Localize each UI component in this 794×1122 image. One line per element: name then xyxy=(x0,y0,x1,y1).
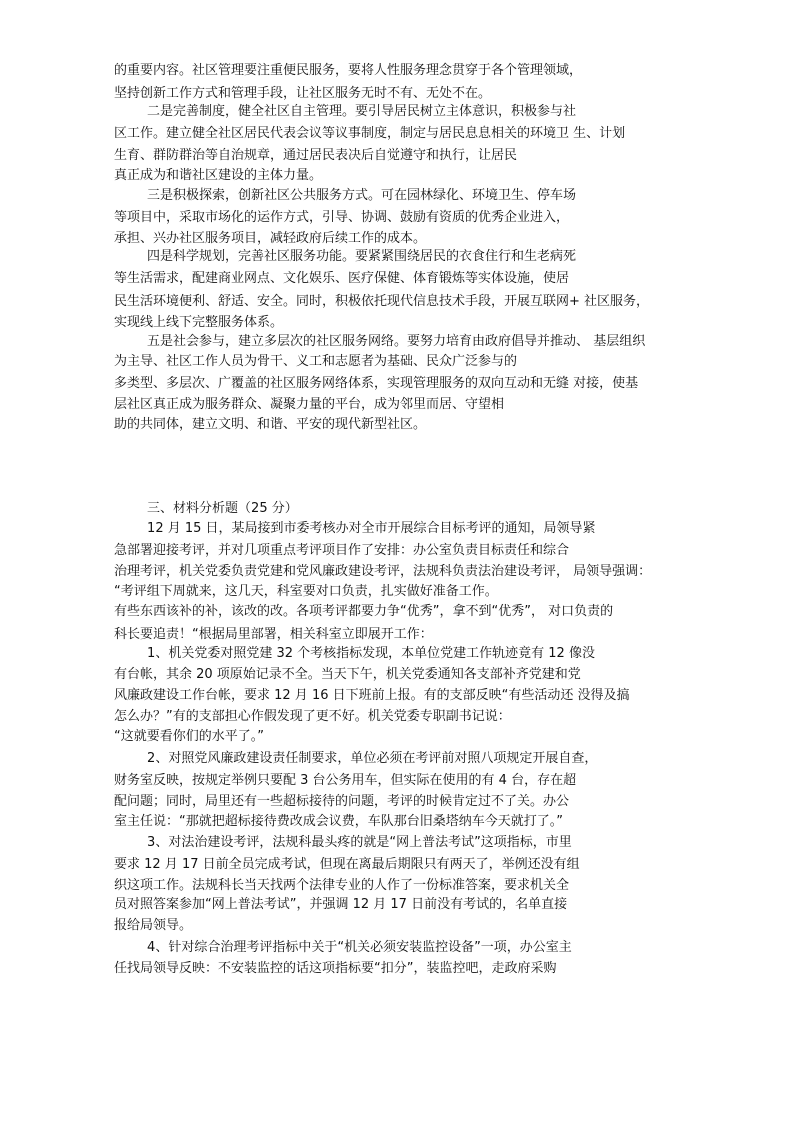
paragraph-line: 五是社会参与，建立多层次的社区服务网络。要努力培育由政府倡导并推动、 基层组织 xyxy=(114,334,646,349)
paragraph-line: 员对照答案参加“网上普法考试”，并强调 12 月 17 日前没有考试的，名单直接 xyxy=(114,897,568,912)
paragraph-line: 承担、兴办社区服务项目，减轻政府后续工作的成本。 xyxy=(114,231,427,246)
paragraph-line: “这就要看你们的水平了。” xyxy=(114,729,264,744)
paragraph-line: 报给局领导。 xyxy=(114,918,193,933)
paragraph-line: 3、对法治建设考评，法规科最头疼的就是“网上普法考试”这项指标，市里 xyxy=(114,835,572,850)
paragraph-line: 1、机关党委对照党建 32 个考核指标发现，本单位党建工作轨迹竟有 12 像没 xyxy=(114,646,595,661)
paragraph-line: 真正成为和谐社区建设的主体力量。 xyxy=(114,168,323,183)
paragraph-line: 实现线上线下完整服务体系。 xyxy=(114,315,284,330)
paragraph-line: 四是科学规划，完善社区服务功能。要紧紧围绕居民的衣食住行和生老病死 xyxy=(114,249,577,264)
paragraph-line: 有些东西该补的补，该改的改。各项考评都要力争“优秀”，拿不到“优秀”， 对口负责的 xyxy=(114,604,614,619)
paragraph-line: 生育、群防群治等自治规章，通过居民表决后自觉遵守和执行，让居民 xyxy=(114,148,518,163)
paragraph-line: 织这项工作。法规科长当天找两个法律专业的人作了一份标准答案，要求机关全 xyxy=(114,878,570,893)
paragraph-line: 民生活环境便利、舒适、安全。同时，积极依托现代信息技术手段，开展互联网+ 社区服务， xyxy=(114,294,650,309)
paragraph-line: 为主导、社区工作人员为骨干、义工和志愿者为基础、民众广泛参与的 xyxy=(114,354,518,369)
paragraph-line: 配问题；同时，局里还有一些超标接待的问题，考评的时候肯定过不了关。办公 xyxy=(114,794,570,809)
paragraph-line: 的重要内容。社区管理要注重便民服务，要将人性服务理念贯穿于各个管理领域， xyxy=(114,63,583,78)
paragraph-line: 治理考评，机关党委负责党建和党风廉政建设考评，法规科负责法治建设考评， 局领导强调： xyxy=(114,564,652,579)
paragraph-line: 坚持创新工作方式和管理手段，让社区服务无时不有、无处不在。 xyxy=(114,86,492,101)
paragraph-line: 12 月 15 日，某局接到市委考核办对全市开展综合目标考评的通知，局领导紧 xyxy=(114,521,596,536)
paragraph-line: 有台帐，其余 20 项原始记录不全。当天下午，机关党委通知各支部补齐党建和党 xyxy=(114,667,581,682)
paragraph-line: 怎么办？”有的支部担心作假发现了更不好。机关党委专职副书记说： xyxy=(114,709,511,724)
paragraph-line: 科长要追责！“根据局里部署，相关科室立即展开工作： xyxy=(114,627,433,642)
paragraph-line: 三是积极探索，创新社区公共服务方式。可在园林绿化、环境卫生、停车场 xyxy=(114,188,577,203)
paragraph-line: 急部署迎接考评，并对几项重点考评项目作了安排：办公室负责目标责任和综合 xyxy=(114,543,570,558)
paragraph-line: 财务室反映，按规定举例只要配 3 台公务用车，但实际在使用的有 4 台，存在超 xyxy=(114,773,577,788)
paragraph-line: 2、对照党风廉政建设责任制要求，单位必须在考评前对照八项规定开展自查， xyxy=(114,751,598,766)
paragraph-line: 要求 12 月 17 日前全员完成考试，但现在离最后期限只有两天了，举例还没有组 xyxy=(114,857,580,872)
paragraph-line: 4、针对综合治理考评指标中关于“机关必须安装监控设备”一项，办公室主 xyxy=(114,940,572,955)
paragraph-line: 室主任说：“那就把超标接待费改成会议费，车队那台旧桑塔纳车今天就打了。” xyxy=(114,814,563,829)
paragraph-line: 区工作。建立健全社区居民代表会议等议事制度，制定与居民息息相关的环境卫 生、计划 xyxy=(114,126,626,141)
paragraph-line: 任找局领导反映：不安装监控的话这项指标要“扣分”，装监控吧，走政府采购 xyxy=(114,961,557,976)
paragraph-line: 助的共同体，建立文明、和谐、平安的现代新型社区。 xyxy=(114,417,427,432)
paragraph-line: 等生活需求，配建商业网点、文化娱乐、医疗保健、体育锻炼等实体设施，使居 xyxy=(114,271,570,286)
paragraph-line: 等项目中，采取市场化的运作方式，引导、协调、鼓励有资质的优秀企业进入， xyxy=(114,210,570,225)
paragraph-line: 二是完善制度，健全社区自主管理。要引导居民树立主体意识，积极参与社 xyxy=(114,104,577,119)
paragraph-line: “考评组下周就来，这几天，科室要对口负责，扎实做好准备工作。 xyxy=(114,584,498,599)
paragraph-line: 风廉政建设工作台帐，要求 12 月 16 日下班前上报。有的支部反映“有些活动还 没得及搞 xyxy=(114,688,630,703)
section-heading: 三、材料分析题（25 分） xyxy=(114,501,298,516)
paragraph-line: 层社区真正成为服务群众、凝聚力量的平台，成为邻里而居、守望相 xyxy=(114,397,505,412)
paragraph-line: 多类型、多层次、广覆盖的社区服务网络体系，实现管理服务的双向互动和无缝 对接，使基 xyxy=(114,376,639,391)
